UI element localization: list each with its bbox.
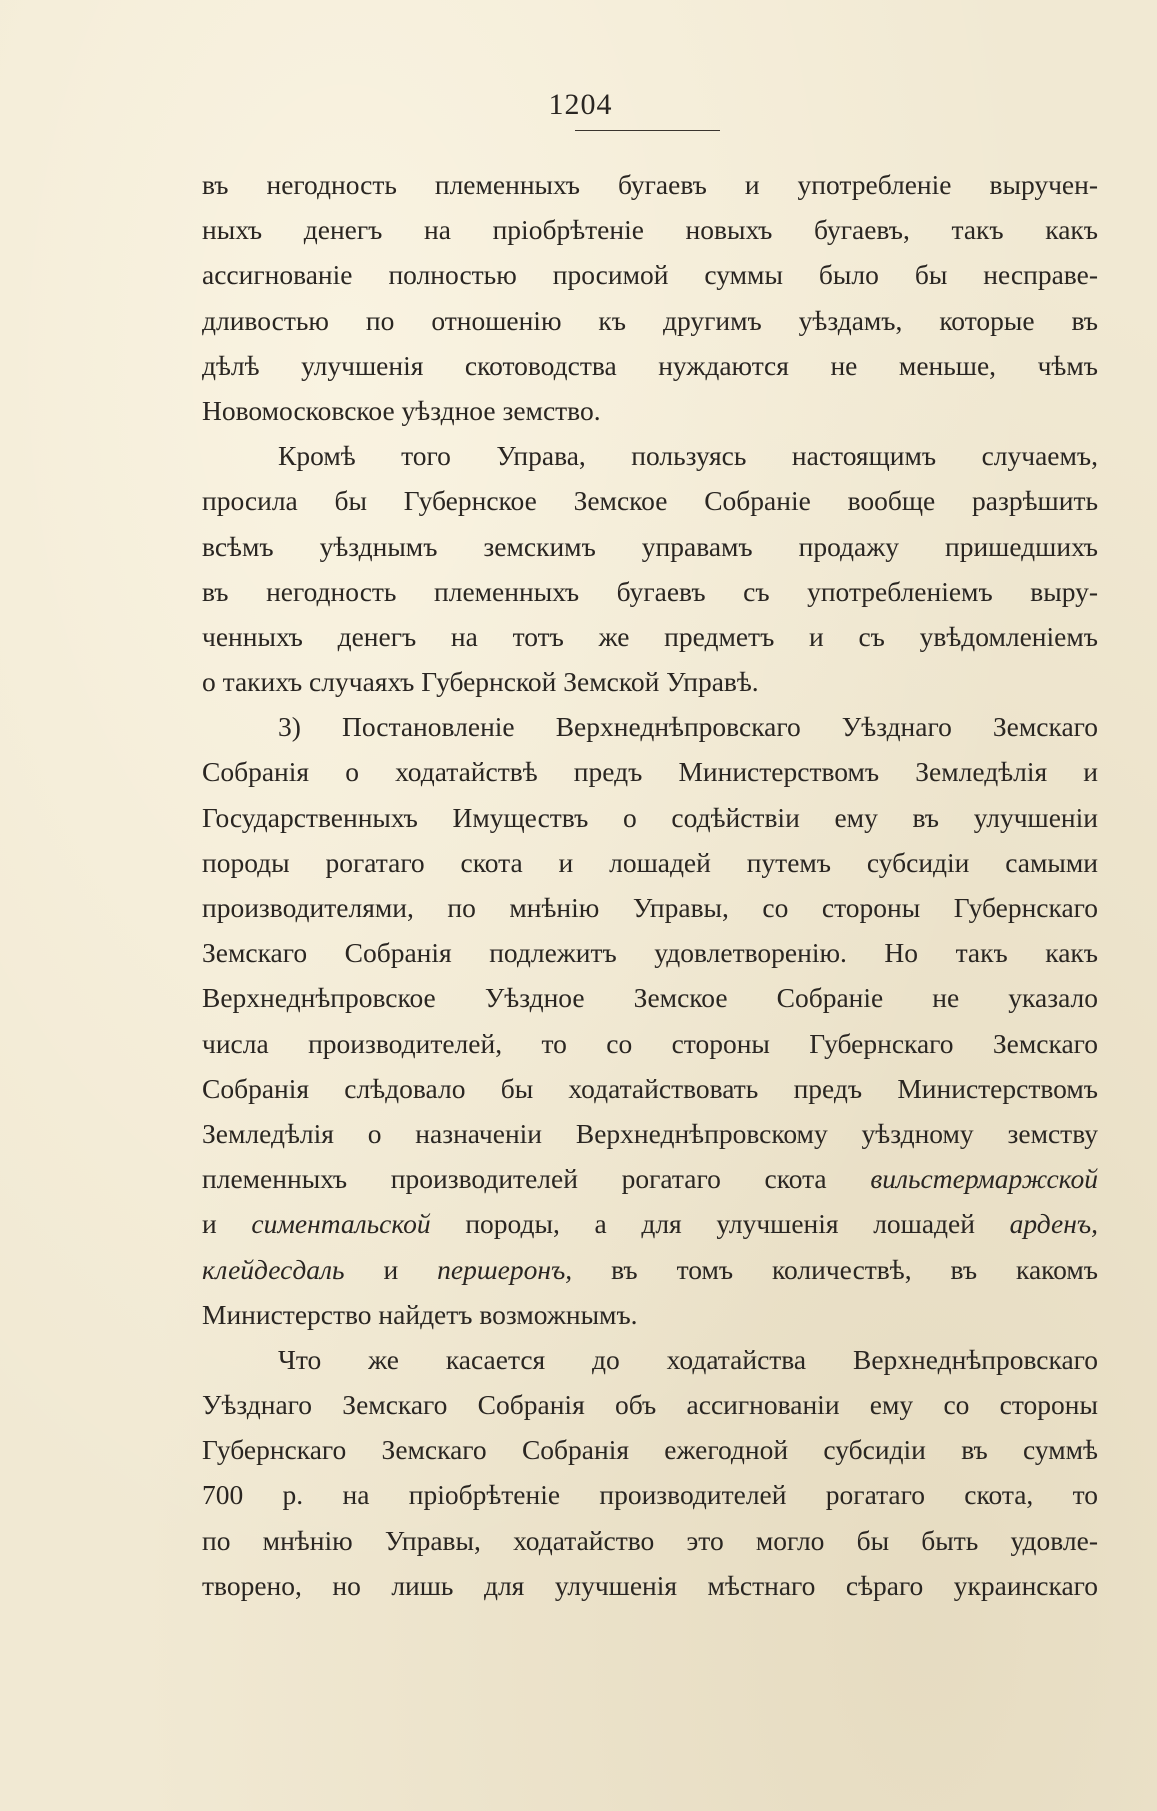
text-line: Верхнеднѣпровское Уѣздное Земское Собраніе не указало (202, 982, 1098, 1014)
text-line: Новомосковское уѣздное земство. (202, 394, 601, 426)
italic-term: арденъ, (1009, 1208, 1098, 1240)
text-line: всѣмъ уѣзднымъ земскимъ управамъ продажу пришедшихъ (202, 530, 1098, 562)
text-line: ассигнованіе полностью просимой суммы было бы несправе- (202, 259, 1098, 291)
text-line: ченныхъ денегъ на тотъ же предметъ и съ увѣдомленіемъ (202, 620, 1098, 652)
text-segment: породы, а для улучшенія лошадей (430, 1208, 1010, 1240)
text-line (202, 1247, 1098, 1292)
text-line: породы рогатаго скота и лошадей путемъ субсидіи самыми (202, 846, 1098, 878)
text-line: Земледѣлія о назначеніи Верхнеднѣпровскому уѣздному земству (202, 1117, 1098, 1149)
text-line: просила бы Губернское Земское Собраніе вообще разрѣшить (202, 485, 1098, 517)
text-line: Министерство найдетъ возможнымъ. (202, 1298, 638, 1330)
text-segment: и (202, 1208, 252, 1240)
text-segment: племенныхъ производителей рогатаго скота (202, 1163, 871, 1195)
italic-term: першеронъ, (437, 1253, 573, 1285)
text-line: въ негодность племенныхъ бугаевъ съ употребленіемъ выру- (202, 575, 1098, 607)
page-header (0, 88, 1157, 126)
text-line: въ негодность племенныхъ бугаевъ и употребленіе выручен- (202, 169, 1098, 200)
text-line: 3) Постановленіе Верхнеднѣпровскаго Уѣзднаго Земскаго (278, 711, 1098, 743)
text-line: о такихъ случаяхъ Губернской Земской Управѣ. (202, 666, 759, 698)
text-line (202, 1201, 1098, 1246)
body-text (202, 162, 1098, 1608)
page-number: 1204 (548, 88, 613, 121)
text-line: Собранія слѣдовало бы ходатайствовать предъ Министерствомъ (202, 1072, 1098, 1104)
italic-term: симентальской (251, 1208, 431, 1240)
text-line: дливостью по отношенію къ другимъ уѣздамъ, которые въ (202, 304, 1098, 336)
text-line: 700 р. на пріобрѣтеніе производителей рогатаго скота, то (202, 1479, 1098, 1511)
text-line: Что же касается до ходатайства Верхнеднѣпровскаго (278, 1343, 1098, 1375)
text-line: по мнѣнію Управы, ходатайство это могло бы быть удовле- (202, 1524, 1098, 1556)
text-segment: въ томъ количествѣ, въ какомъ (572, 1253, 1098, 1285)
italic-term: клейдесдаль (202, 1253, 345, 1285)
text-line: Кромѣ того Управа, пользуясь настоящимъ случаемъ, (278, 440, 1098, 472)
text-line: производителями, по мнѣнію Управы, со стороны Губернскаго (202, 892, 1098, 923)
text-segment: и (344, 1253, 438, 1285)
header-rule (575, 130, 720, 131)
text-line: числа производителей, то со стороны Губернскаго Земскаго (202, 1027, 1098, 1059)
text-line: Губернскаго Земскаго Собранія ежегодной субсидіи въ суммѣ (202, 1434, 1098, 1466)
text-line: Собранія о ходатайствѣ предъ Министерствомъ Земледѣлія и (202, 756, 1098, 788)
text-line: Уѣзднаго Земскаго Собранія объ ассигнованіи ему со стороны (202, 1389, 1098, 1421)
text-line: ныхъ денегъ на пріобрѣтеніе новыхъ бугаевъ, такъ какъ (202, 214, 1098, 246)
italic-term: вильстермаржской (870, 1163, 1098, 1195)
text-line (202, 1156, 1098, 1201)
text-line: Государственныхъ Имуществъ о содѣйствіи ему въ улучшеніи (202, 801, 1098, 833)
text-line: Земскаго Собранія подлежитъ удовлетворенію. Но такъ какъ (202, 937, 1098, 969)
text-line: творено, но лишь для улучшенія мѣстнаго сѣраго украинскаго (202, 1569, 1098, 1601)
text-line: дѣлѣ улучшенія скотоводства нуждаются не меньше, чѣмъ (202, 349, 1098, 381)
